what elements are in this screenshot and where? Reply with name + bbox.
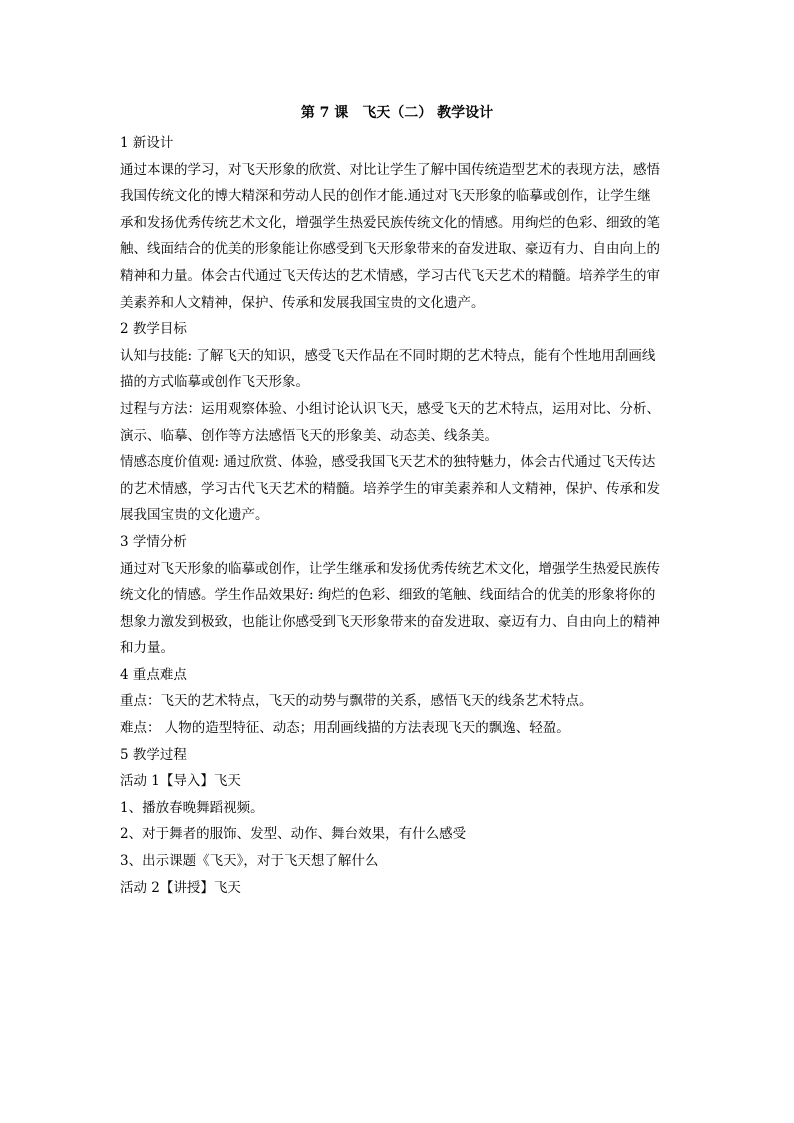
paragraph-line: 1、播放春晚舞蹈视频。	[120, 799, 264, 816]
paragraph-line: 重点：飞天的艺术特点，飞天的动势与飘带的关系，感悟飞天的线条艺术特点。	[120, 693, 593, 710]
paragraph-line: 3、出示课题《飞天》，对于飞天想了解什么	[120, 853, 379, 870]
section-heading: 1 新设计	[120, 135, 174, 151]
paragraph-line: 难点： 人物的造型特征、动态；用刮画线描的方法表现飞天的飘逸、轻盈。	[120, 720, 570, 737]
paragraph-line: 认知与技能: 了解飞天的知识，感受飞天作品在不同时期的艺术特点，能有个性地用刮画线	[120, 347, 656, 364]
document-title: 第 7 课 飞天（二） 教学设计	[300, 105, 494, 121]
paragraph-line: 通过对飞天形象的临摹或创作，让学生继承和发扬优秀传统艺术文化，增强学生热爱民族传	[120, 560, 660, 577]
section-heading: 5 教学过程	[120, 746, 187, 763]
paragraph-line: 的艺术情感，学习古代飞天艺术的精髓。培养学生的审美素养和人文精神，保护、传承和发	[120, 480, 660, 497]
paragraph-line: 想象力激发到极致，也能让你感受到飞天形象带来的奋发进取、豪迈有力、自由向上的精神	[120, 613, 660, 630]
paragraph-line: 2、对于舞者的服饰、发型、动作、舞台效果，有什么感受	[120, 826, 467, 843]
paragraph-line: 描的方式临摹或创作飞天形象。	[120, 374, 309, 391]
paragraph-line: 美素养和人文精神，保护、传承和发展我国宝贵的文化遗产。	[120, 294, 485, 311]
paragraph-line: 展我国宝贵的文化遗产。	[120, 507, 269, 524]
section-new-design	[120, 130, 676, 316]
section-teaching-goals	[120, 316, 676, 529]
paragraph-line: 精神和力量。体会古代通过飞天传达的艺术情感，学习古代飞天艺术的精髓。培养学生的审	[120, 267, 660, 284]
paragraph-line: 通过本课的学习，对飞天形象的欣赏、对比让学生了解中国传统造型艺术的表现方法，感悟	[120, 161, 660, 178]
section-learner-analysis	[120, 529, 676, 662]
paragraph-line: 演示、临摹、创作等方法感悟飞天的形象美、动态美、线条美。	[120, 427, 498, 444]
section-heading: 4 重点难点	[120, 666, 187, 683]
section-heading: 2 教学目标	[120, 321, 187, 338]
paragraph-line: 触、线面结合的优美的形象能让你感受到飞天形象带来的奋发进取、豪迈有力、自由向上的	[120, 241, 660, 258]
section-heading: 3 学情分析	[120, 533, 187, 550]
paragraph-line: 情感态度价值观: 通过欣赏、体验，感受我国飞天艺术的独特魅力，体会古代通过飞天传达	[120, 454, 656, 471]
paragraph-line: 承和发扬优秀传统艺术文化，增强学生热爱民族传统文化的情感。用绚烂的色彩、细致的笔	[120, 214, 660, 231]
paragraph-line: 和力量。	[120, 640, 174, 657]
paragraph-line: 统文化的情感。学生作品效果好: 绚烂的色彩、细致的笔触、线面结合的优美的形象将你的	[120, 587, 656, 604]
paragraph-line: 活动 1【导入】飞天	[120, 773, 241, 790]
paragraph-line: 过程与方法：运用观察体验、小组讨论认识飞天，感受飞天的艺术特点，运用对比、分析、	[120, 400, 660, 417]
document-body	[120, 130, 676, 901]
paragraph-line: 我国传统文化的博大精深和劳动人民的创作才能.通过对飞天形象的临摹或创作，让学生继	[120, 188, 651, 205]
section-teaching-process	[120, 742, 676, 902]
paragraph-line: 活动 2【讲授】飞天	[120, 879, 241, 896]
section-key-difficulties	[120, 662, 676, 742]
